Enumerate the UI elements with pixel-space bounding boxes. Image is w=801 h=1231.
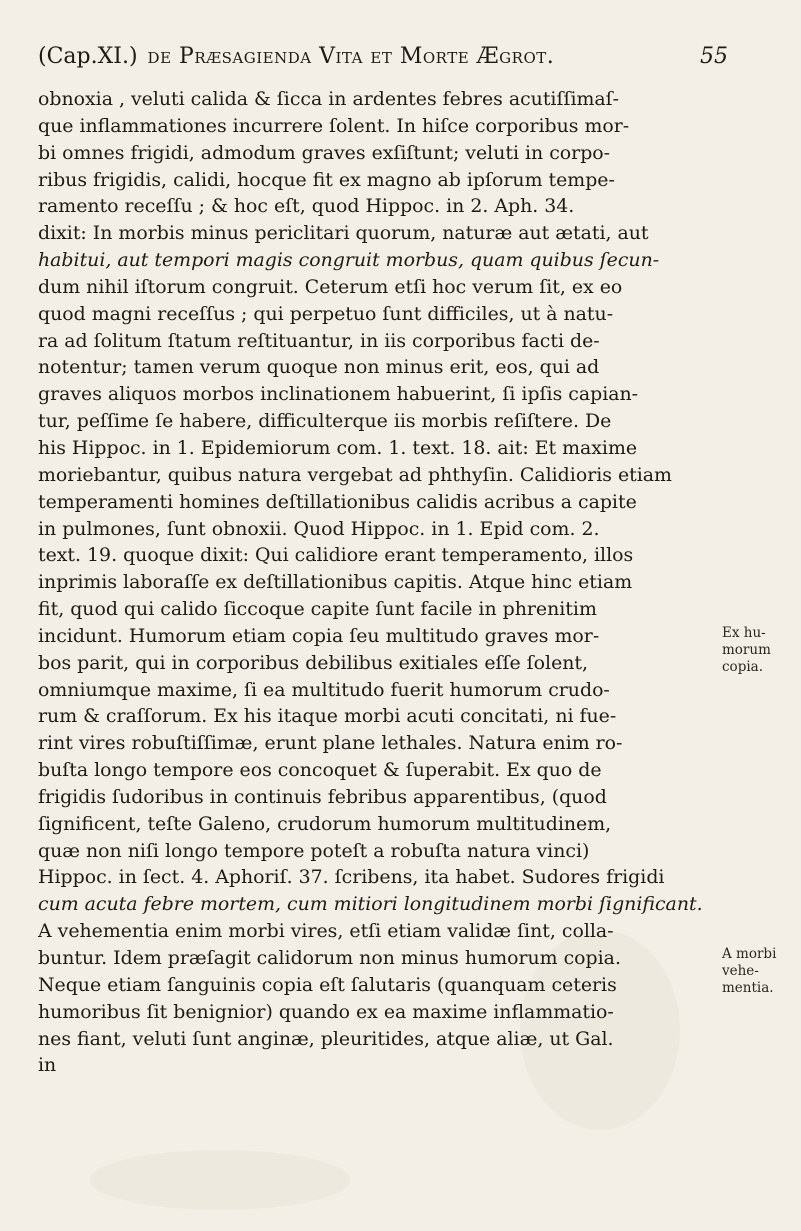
text-line: buſta longo tempore eos concoquet & ſuperabit. Ex quo de (38, 759, 602, 782)
text-line: ramento receſſu ; & hoc eſt, quod Hippoc. in 2. Aph. 34. (38, 195, 575, 218)
text-line: bi omnes frigidi, admodum graves exſiſtunt; veluti in corpo- (38, 141, 611, 164)
text-line: dixit: In morbis minus periclitari quorum, naturæ aut ætati, aut (38, 222, 649, 245)
text-line: buntur. Idem præſagit calidorum non minus humorum copia. (38, 947, 621, 969)
chapter-label: (Cap.XI.) (38, 44, 138, 69)
page-number: 55 (700, 44, 728, 69)
text-line: in pulmones, ſunt obnoxii. Quod Hippoc. in 1. Epid com. 2. (38, 517, 600, 540)
text-line: fit, quod qui calido ſiccoque capite ſunt facile in phrenitim (38, 598, 597, 621)
text-line: A vehementia enim morbi vires, etſi etiam validæ ſint, colla- (38, 920, 614, 943)
text-line: omniumque maxime, ſi ea multitudo fuerit humorum crudo- (38, 678, 610, 701)
text-line: ribus frigidis, calidi, hocque fit ex magno ab ipſorum tempe- (38, 168, 615, 191)
text-line: cum acuta febre mortem, cum mitiori longitudinem morbi ſignificant. (38, 893, 703, 916)
text-line: rum & craſſorum. Ex his itaque morbi acuti concitati, ni fue- (38, 705, 617, 728)
text-line: ſignificent, teſte Galeno, crudorum humorum multitudinem, (38, 812, 612, 835)
text-line: temperamenti homines deſtillationibus calidis acribus a capite (38, 490, 637, 513)
text-line: frigidis ſudoribus in continuis febribus apparentibus, (quod (38, 785, 607, 808)
text-line: incidunt. Humorum etiam copia ſeu multitudo graves mor- (38, 624, 600, 647)
paper-stain (90, 1150, 350, 1210)
text-line: nes fiant, veluti ſunt anginæ, pleuritides, atque aliæ, ut Gal. (38, 1027, 614, 1050)
body-text (38, 86, 718, 1079)
margin-note-line: mentia. (722, 980, 774, 996)
text-line: humoribus ſit benignior) quando ex ea maxime inflammatio- (38, 1000, 614, 1023)
text-line: dum nihil iſtorum congruit. Ceterum etſi hoc verum ſit, ex eo (38, 275, 623, 298)
margin-note-morbi-vehementia (722, 946, 798, 997)
text-line: habitui, aut tempori magis congruit morbus, quam quibus ſecun- (38, 249, 660, 272)
text-line: Neque etiam ſanguinis copia eſt ſalutaris (quanquam ceteris (38, 973, 617, 996)
text-line: moriebantur, quibus natura vergebat ad phthyſin. Calidioris etiam (38, 463, 672, 486)
margin-note-line: Ex hu- (722, 625, 766, 641)
margin-note-line: A morbi (722, 946, 777, 962)
text-line: obnoxia , veluti calida & ſicca in ardentes febres acutiſſimaſ- (38, 88, 620, 110)
text-line: his Hippoc. in 1. Epidemiorum com. 1. text. 18. ait: Et maxime (38, 436, 638, 459)
text-line: graves aliquos morbos inclinationem habuerint, ſi ipſis capian- (38, 383, 639, 406)
running-title: de Præsagienda Vita et Morte Ægrot. (147, 44, 555, 69)
text-line: quod magni receſſus ; qui perpetuo ſunt difficiles, ut à natu- (38, 302, 614, 325)
text-line: tur, peſſime ſe habere, difficulterque iis morbis reſiſtere. De (38, 410, 612, 433)
text-line: text. 19. quoque dixit: Qui calidiore erant temperamento, illos (38, 544, 634, 567)
text-line: bos parit, qui in corporibus debilibus exitiales eſſe ſolent, (38, 651, 589, 674)
running-header (38, 44, 728, 69)
text-line: inprimis laboraſſe ex deſtillationibus capitis. Atque hinc etiam (38, 571, 633, 594)
text-line: ra ad ſolitum ſtatum reſtituantur, in iis corporibus facti de- (38, 329, 600, 352)
margin-note-humorum-copia (722, 625, 798, 676)
margin-note-line: copia. (722, 659, 763, 675)
text-line: Hippoc. in ſect. 4. Aphoriſ. 37. ſcribens, ita habet. Sudores frigidi (38, 866, 665, 889)
text-line: notentur; tamen verum quoque non minus erit, eos, qui ad (38, 356, 600, 379)
text-line: rint vires robuſtiſſimæ, erunt plane lethales. Natura enim ro- (38, 732, 623, 755)
margin-note-line: morum (722, 642, 771, 658)
text-line: in (38, 1054, 57, 1077)
text-line: que inflammationes incurrere ſolent. In hiſce corporibus mor- (38, 114, 630, 137)
margin-note-line: vehe- (722, 963, 759, 979)
text-line: quæ non niſi longo tempore poteſt a robuſta natura vinci) (38, 839, 590, 862)
